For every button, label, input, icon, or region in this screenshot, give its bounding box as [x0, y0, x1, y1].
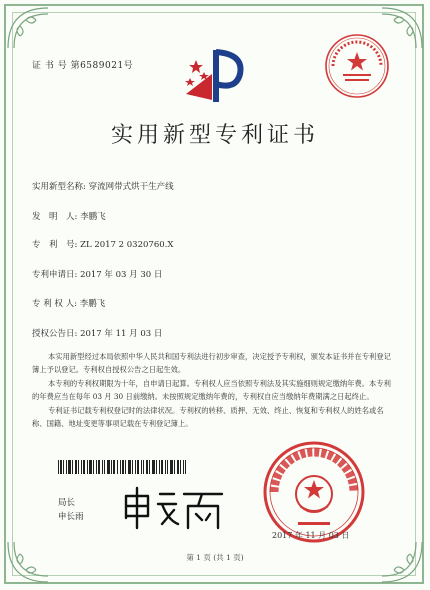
- certificate-number: 证 书 号 第6589021号: [32, 61, 134, 71]
- barcode: [58, 460, 186, 474]
- patent-office-logo-icon: [182, 44, 248, 108]
- field-value: 2017 年 03 月 30 日: [80, 270, 163, 280]
- corner-ornament: [6, 6, 50, 50]
- body-paragraph: 本专利的专利权期限为十年，自申请日起算。专利权人应当依照专利法及其实施细则规定缴纳年费。本专利的年费应当在每年 03 月 30 日前缴纳。未按照规定缴纳年费的，专利权自应当缴纳年费期满之日起终止。: [32, 378, 391, 402]
- issue-date: 2017 年 11 月 03 日: [272, 531, 350, 540]
- director-name: 申长雨: [58, 512, 84, 522]
- field-label: 专利申请日:: [32, 270, 78, 280]
- field-value: 2017 年 11 月 03 日: [80, 329, 163, 339]
- field-label: 专 利 权 人:: [32, 299, 77, 309]
- director-title: 局长: [58, 498, 76, 508]
- field-application-date: [32, 268, 162, 280]
- agency-stamp: [323, 32, 391, 100]
- field-label: 实用新型名称:: [32, 182, 86, 192]
- field-value: ZL 2017 2 0320760.X: [80, 240, 174, 250]
- certificate-body: [32, 350, 398, 430]
- national-ip-office-seal: [262, 440, 366, 544]
- field-patentee: [32, 297, 105, 309]
- field-label: 发 明 人:: [32, 212, 78, 222]
- director-label: [58, 496, 84, 524]
- body-paragraph: 专利证书记载专利权登记时的法律状况。专利权的转移、质押、无效、终止、恢复和专利权人的姓名或名称、国籍、地址变更等事项记载在专利登记簿上。: [32, 405, 384, 429]
- field-grant-date: [32, 327, 162, 339]
- field-value: 李鹏飞: [79, 299, 106, 309]
- page-number: 第 1 页 (共 1 页): [186, 553, 244, 562]
- certificate-title: 实用新型专利证书: [110, 123, 319, 148]
- director-signature: [118, 484, 228, 530]
- field-label: 授权公告日:: [32, 329, 78, 339]
- field-patent-number: [32, 238, 173, 250]
- field-value: 穿流网带式烘干生产线: [88, 182, 174, 192]
- field-label: 专 利 号:: [32, 240, 78, 250]
- body-paragraph: 本实用新型经过本局依照中华人民共和国专利法进行初步审查，决定授予专利权，颁发本证书并在专利登记簿上予以登记。专利权自授权公告之日起生效。: [32, 352, 391, 375]
- field-utility-model-name: [32, 180, 174, 192]
- field-value: 李鹏飞: [80, 212, 106, 222]
- field-inventor: [32, 210, 106, 222]
